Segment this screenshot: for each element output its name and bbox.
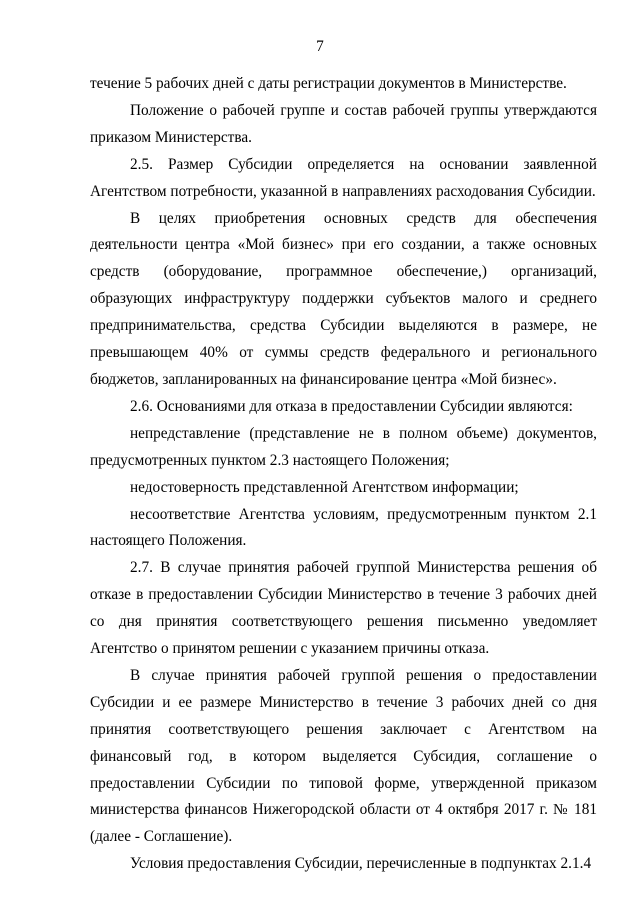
paragraph: 2.6. Основаниями для отказа в предоставлении Субсидии являются: [130, 397, 573, 415]
paragraph: течение 5 рабочих дней с даты регистрации документов в Министерстве. [90, 75, 567, 92]
paragraph: Положение о рабочей группе и состав рабочей группы утверждаются приказом Министерства. [90, 101, 597, 146]
document-body [90, 71, 597, 878]
paragraph: недостоверность представленной Агентством информации; [130, 478, 519, 496]
paragraph: непредставление (представление не в полном объеме) документов, предусмотренных пунктом 2.3 настоящего Положения; [90, 424, 597, 469]
paragraph: В целях приобретения основных средств для обеспечения деятельности центра «Мой бизнес» при его создании, а также основных средств (оборудование, программное обеспечение,) организаций, образующих инфраструктуру поддержки субъектов малого и среднего предпринимательства, средства Субсидии выделяются в размере, не превышающем 40% от суммы средств федерального и регионального бюджетов, запланированных на финансирование центра «Мой бизнес». [90, 209, 597, 388]
page-number: 7 [316, 38, 324, 55]
paragraph: Условия предоставления Субсидии, перечисленные в подпунктах 2.1.4 [130, 855, 592, 873]
paragraph: В случае принятия рабочей группой решения о предоставлении Субсидии и ее размере Министерство в течение 3 рабочих дней со дня принятия соответствующего решения заключает с Агентством на финансовый год, в котором выделяется Субсидия, соглашение о предоставлении Субсидии по типовой форме, утвержденной приказом министерства финансов Нижегородской области от 4 октября 2017 г. № 181 (далее - Соглашение). [90, 666, 597, 846]
paragraph: несоответствие Агентства условиям, предусмотренным пунктом 2.1 настоящего Положения. [90, 505, 597, 550]
paragraph: 2.7. В случае принятия рабочей группой Министерства решения об отказе в предоставлении Субсидии Министерство в течение 3 рабочих дней со дня принятия соответствующего решения письменно уведомляет Агентство о принятом решении с указанием причины отказа. [90, 559, 597, 658]
paragraph: 2.5. Размер Субсидии определяется на основании заявленной Агентством потребности, указанной в направлениях расходования Субсидии. [90, 155, 597, 200]
